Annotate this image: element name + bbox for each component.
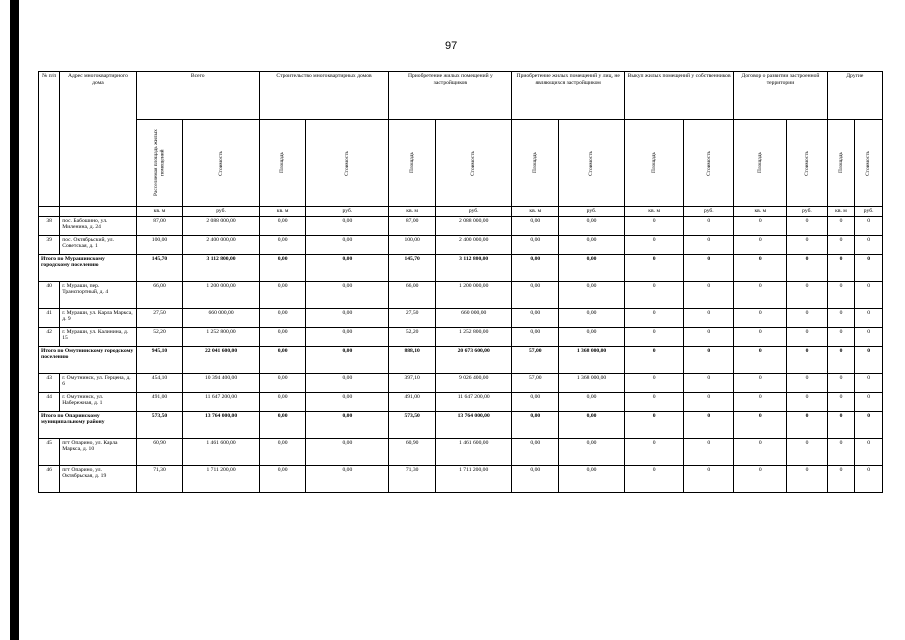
header-sub: Стоимость bbox=[787, 120, 827, 207]
value-cell: 71,30 bbox=[389, 465, 436, 492]
value-cell: 11 647 200,00 bbox=[435, 392, 511, 411]
unit-cell: руб. bbox=[855, 207, 883, 217]
value-cell: 0 bbox=[624, 308, 683, 327]
value-cell: 0 bbox=[624, 346, 683, 373]
row-number: 39 bbox=[39, 235, 60, 254]
scan-edge-bar bbox=[10, 0, 19, 640]
value-cell: 0,00 bbox=[512, 392, 559, 411]
value-cell: 0 bbox=[855, 216, 883, 235]
value-cell: 0,00 bbox=[559, 438, 625, 465]
value-cell: 0 bbox=[855, 392, 883, 411]
value-cell: 1 252 800,00 bbox=[183, 327, 259, 346]
row-number: 44 bbox=[39, 392, 60, 411]
value-cell: 0 bbox=[684, 216, 734, 235]
value-cell: 573,50 bbox=[389, 411, 436, 438]
value-cell: 0 bbox=[827, 308, 855, 327]
value-cell: 0 bbox=[787, 392, 827, 411]
value-cell: 0 bbox=[684, 392, 734, 411]
value-cell: 0 bbox=[684, 465, 734, 492]
row-address: г. Омутнинск, ул. Набережная, д. 1 bbox=[60, 392, 136, 411]
header-group-territory: Договор о развитии застроенной территории bbox=[734, 72, 827, 120]
header-group-non-developers: Приобретение жилых помещений у лиц, не являющихся застройщиком bbox=[512, 72, 625, 120]
value-cell: 0 bbox=[734, 308, 787, 327]
header-row-units bbox=[39, 207, 883, 217]
value-cell: 0,00 bbox=[512, 465, 559, 492]
value-cell: 10 394 400,00 bbox=[183, 373, 259, 392]
unit-cell: руб. bbox=[183, 207, 259, 217]
value-cell: 0 bbox=[787, 411, 827, 438]
header-sub: Стоимость bbox=[183, 120, 259, 207]
value-cell: 0 bbox=[624, 373, 683, 392]
value-cell: 0,00 bbox=[306, 235, 389, 254]
value-cell: 0 bbox=[684, 327, 734, 346]
value-cell: 22 041 600,00 bbox=[183, 346, 259, 373]
value-cell: 888,10 bbox=[389, 346, 436, 373]
value-cell: 145,70 bbox=[389, 254, 436, 281]
value-cell: 0 bbox=[734, 465, 787, 492]
header-sub: Расселяемая площадь жилых помещений bbox=[136, 120, 183, 207]
value-cell: 660 000,00 bbox=[435, 308, 511, 327]
value-cell: 0,00 bbox=[559, 308, 625, 327]
value-cell: 0 bbox=[827, 465, 855, 492]
value-cell: 0 bbox=[787, 235, 827, 254]
header-sub: Стоимость bbox=[306, 120, 389, 207]
table-row bbox=[39, 373, 883, 392]
value-cell: 71,30 bbox=[136, 465, 183, 492]
value-cell: 57,00 bbox=[512, 373, 559, 392]
value-cell: 0 bbox=[855, 465, 883, 492]
value-cell: 27,50 bbox=[389, 308, 436, 327]
value-cell: 100,00 bbox=[136, 235, 183, 254]
value-cell: 945,10 bbox=[136, 346, 183, 373]
value-cell: 145,70 bbox=[136, 254, 183, 281]
row-address: г. Омутнинск, ул. Герцена, д. 6 bbox=[60, 373, 136, 392]
subtotal-label: Итого по Омутнинскому городскому поселению bbox=[39, 346, 137, 373]
value-cell: 0,00 bbox=[559, 411, 625, 438]
page-number: 97 bbox=[445, 40, 458, 52]
unit-cell-empty bbox=[60, 207, 136, 217]
value-cell: 0 bbox=[624, 216, 683, 235]
value-cell: 0,00 bbox=[512, 281, 559, 308]
value-cell: 11 647 200,00 bbox=[183, 392, 259, 411]
value-cell: 0,00 bbox=[259, 254, 306, 281]
value-cell: 0 bbox=[787, 216, 827, 235]
value-cell: 1 368 000,00 bbox=[559, 346, 625, 373]
value-cell: 1 461 600,00 bbox=[183, 438, 259, 465]
value-cell: 0 bbox=[624, 438, 683, 465]
value-cell: 0 bbox=[827, 327, 855, 346]
unit-cell: руб. bbox=[787, 207, 827, 217]
value-cell: 0 bbox=[855, 411, 883, 438]
value-cell: 2 088 000,00 bbox=[183, 216, 259, 235]
value-cell: 0 bbox=[855, 308, 883, 327]
header-sub: Стоимость bbox=[855, 120, 883, 207]
value-cell: 0,00 bbox=[512, 254, 559, 281]
value-cell: 0,00 bbox=[512, 327, 559, 346]
value-cell: 3 112 800,00 bbox=[435, 254, 511, 281]
table-row bbox=[39, 281, 883, 308]
value-cell: 0 bbox=[827, 235, 855, 254]
header-sub: Площадь bbox=[827, 120, 855, 207]
unit-cell: кв. м bbox=[389, 207, 436, 217]
value-cell: 13 764 000,00 bbox=[435, 411, 511, 438]
value-cell: 1 200 000,00 bbox=[183, 281, 259, 308]
value-cell: 2 088 000,00 bbox=[435, 216, 511, 235]
value-cell: 0,00 bbox=[259, 281, 306, 308]
value-cell: 0 bbox=[734, 254, 787, 281]
value-cell: 0,00 bbox=[559, 465, 625, 492]
value-cell: 0 bbox=[827, 254, 855, 281]
value-cell: 0 bbox=[827, 346, 855, 373]
header-row-sub bbox=[39, 120, 883, 207]
header-group-buyout: Выкуп жилых помещений у собственников bbox=[624, 72, 733, 120]
row-address: пос. Октябрьский, ул. Советская, д. 1 bbox=[60, 235, 136, 254]
value-cell: 0,00 bbox=[512, 235, 559, 254]
header-group-total: Всего bbox=[136, 72, 259, 120]
value-cell: 0,00 bbox=[306, 392, 389, 411]
value-cell: 0 bbox=[855, 235, 883, 254]
value-cell: 0 bbox=[855, 281, 883, 308]
value-cell: 573,50 bbox=[136, 411, 183, 438]
table-body bbox=[39, 216, 883, 492]
value-cell: 0,00 bbox=[512, 411, 559, 438]
value-cell: 0 bbox=[787, 308, 827, 327]
value-cell: 66,00 bbox=[389, 281, 436, 308]
row-address: г. Мураши, пер. Транспортный, д. 4 bbox=[60, 281, 136, 308]
value-cell: 52,20 bbox=[136, 327, 183, 346]
value-cell: 0 bbox=[624, 465, 683, 492]
value-cell: 0,00 bbox=[259, 308, 306, 327]
value-cell: 0 bbox=[684, 411, 734, 438]
header-row-groups bbox=[39, 72, 883, 120]
value-cell: 0,00 bbox=[306, 346, 389, 373]
unit-cell: руб. bbox=[559, 207, 625, 217]
table-row bbox=[39, 308, 883, 327]
value-cell: 0,00 bbox=[512, 438, 559, 465]
value-cell: 0 bbox=[734, 411, 787, 438]
value-cell: 0 bbox=[624, 411, 683, 438]
header-sub: Стоимость bbox=[559, 120, 625, 207]
value-cell: 87,00 bbox=[389, 216, 436, 235]
table-row bbox=[39, 235, 883, 254]
value-cell: 0,00 bbox=[306, 281, 389, 308]
value-cell: 0,00 bbox=[259, 373, 306, 392]
row-number: 43 bbox=[39, 373, 60, 392]
unit-cell: руб. bbox=[435, 207, 511, 217]
value-cell: 0,00 bbox=[306, 373, 389, 392]
value-cell: 0 bbox=[855, 346, 883, 373]
header-group-other: Другие bbox=[827, 72, 882, 120]
value-cell: 87,00 bbox=[136, 216, 183, 235]
value-cell: 0,00 bbox=[559, 392, 625, 411]
value-cell: 0 bbox=[734, 373, 787, 392]
value-cell: 0 bbox=[855, 254, 883, 281]
value-cell: 66,00 bbox=[136, 281, 183, 308]
row-number: 41 bbox=[39, 308, 60, 327]
header-sub: Стоимость bbox=[435, 120, 511, 207]
value-cell: 0 bbox=[734, 235, 787, 254]
value-cell: 0 bbox=[734, 392, 787, 411]
row-address: пос. Бабошино, ул. Миленина, д. 24 bbox=[60, 216, 136, 235]
value-cell: 0 bbox=[684, 281, 734, 308]
value-cell: 2 400 000,00 bbox=[435, 235, 511, 254]
value-cell: 0 bbox=[734, 327, 787, 346]
row-address: г. Мураши, ул. Калинина, д. 15 bbox=[60, 327, 136, 346]
subtotal-label: Итого по Опаринскому муниципальному району bbox=[39, 411, 137, 438]
table-row bbox=[39, 392, 883, 411]
value-cell: 0,00 bbox=[306, 327, 389, 346]
unit-cell: руб. bbox=[684, 207, 734, 217]
value-cell: 0 bbox=[734, 216, 787, 235]
value-cell: 0 bbox=[855, 438, 883, 465]
table-row bbox=[39, 465, 883, 492]
value-cell: 454,10 bbox=[136, 373, 183, 392]
row-address: пгт Опарино, ул. Октябрьская, д. 19 bbox=[60, 465, 136, 492]
unit-cell-empty bbox=[39, 207, 60, 217]
header-col-num: № п/п bbox=[39, 72, 60, 207]
header-group-construction: Строительство многоквартирных домов bbox=[259, 72, 389, 120]
subtotal-row bbox=[39, 254, 883, 281]
value-cell: 0,00 bbox=[559, 281, 625, 308]
row-number: 42 bbox=[39, 327, 60, 346]
unit-cell: кв. м bbox=[734, 207, 787, 217]
value-cell: 60,90 bbox=[389, 438, 436, 465]
value-cell: 491,00 bbox=[389, 392, 436, 411]
value-cell: 0,00 bbox=[259, 392, 306, 411]
value-cell: 660 000,00 bbox=[183, 308, 259, 327]
value-cell: 100,00 bbox=[389, 235, 436, 254]
value-cell: 0,00 bbox=[259, 465, 306, 492]
row-number: 45 bbox=[39, 438, 60, 465]
row-address: пгт Опарино, ул. Карла Маркса, д. 10 bbox=[60, 438, 136, 465]
header-sub: Площадь bbox=[259, 120, 306, 207]
value-cell: 0 bbox=[827, 411, 855, 438]
unit-cell: кв. м bbox=[259, 207, 306, 217]
value-cell: 0 bbox=[855, 373, 883, 392]
value-cell: 1 368 000,00 bbox=[559, 373, 625, 392]
subtotal-row bbox=[39, 411, 883, 438]
header-col-address: Адрес многоквартирного дома bbox=[60, 72, 136, 207]
value-cell: 0 bbox=[624, 254, 683, 281]
value-cell: 0,00 bbox=[259, 235, 306, 254]
value-cell: 0 bbox=[787, 281, 827, 308]
value-cell: 0,00 bbox=[306, 308, 389, 327]
value-cell: 57,00 bbox=[512, 346, 559, 373]
value-cell: 0 bbox=[827, 438, 855, 465]
value-cell: 0,00 bbox=[259, 216, 306, 235]
value-cell: 0 bbox=[684, 235, 734, 254]
value-cell: 52,20 bbox=[389, 327, 436, 346]
resettlement-table bbox=[38, 71, 883, 493]
header-sub: Площадь bbox=[512, 120, 559, 207]
table-row bbox=[39, 438, 883, 465]
value-cell: 0 bbox=[734, 281, 787, 308]
value-cell: 0,00 bbox=[559, 235, 625, 254]
value-cell: 0 bbox=[624, 235, 683, 254]
value-cell: 0 bbox=[827, 281, 855, 308]
value-cell: 1 200 000,00 bbox=[435, 281, 511, 308]
value-cell: 0,00 bbox=[306, 438, 389, 465]
value-cell: 0,00 bbox=[512, 216, 559, 235]
value-cell: 0 bbox=[787, 254, 827, 281]
value-cell: 1 461 600,00 bbox=[435, 438, 511, 465]
value-cell: 0 bbox=[787, 346, 827, 373]
unit-cell: кв. м bbox=[827, 207, 855, 217]
table-row bbox=[39, 327, 883, 346]
value-cell: 1 711 200,00 bbox=[435, 465, 511, 492]
value-cell: 0 bbox=[787, 327, 827, 346]
value-cell: 2 400 000,00 bbox=[183, 235, 259, 254]
value-cell: 0,00 bbox=[559, 254, 625, 281]
value-cell: 0,00 bbox=[259, 327, 306, 346]
subtotal-label: Итого по Мурашинскому городскому поселению bbox=[39, 254, 137, 281]
value-cell: 0 bbox=[827, 392, 855, 411]
value-cell: 397,10 bbox=[389, 373, 436, 392]
value-cell: 0,00 bbox=[259, 346, 306, 373]
value-cell: 0,00 bbox=[306, 216, 389, 235]
value-cell: 9 026 400,00 bbox=[435, 373, 511, 392]
unit-cell: кв. м bbox=[512, 207, 559, 217]
value-cell: 0 bbox=[684, 308, 734, 327]
value-cell: 0,00 bbox=[306, 465, 389, 492]
value-cell: 0,00 bbox=[559, 216, 625, 235]
value-cell: 13 764 000,00 bbox=[183, 411, 259, 438]
value-cell: 60,90 bbox=[136, 438, 183, 465]
value-cell: 0,00 bbox=[259, 411, 306, 438]
header-group-developers: Приобретение жилых помещений у застройщиков bbox=[389, 72, 512, 120]
row-number: 40 bbox=[39, 281, 60, 308]
value-cell: 0 bbox=[624, 392, 683, 411]
value-cell: 0 bbox=[624, 327, 683, 346]
value-cell: 0 bbox=[827, 373, 855, 392]
value-cell: 20 673 600,00 bbox=[435, 346, 511, 373]
value-cell: 0 bbox=[787, 373, 827, 392]
value-cell: 0,00 bbox=[559, 327, 625, 346]
row-number: 38 bbox=[39, 216, 60, 235]
value-cell: 0 bbox=[827, 216, 855, 235]
unit-cell: руб. bbox=[306, 207, 389, 217]
row-number: 46 bbox=[39, 465, 60, 492]
value-cell: 0 bbox=[624, 281, 683, 308]
header-sub: Площадь bbox=[389, 120, 436, 207]
unit-cell: кв. м bbox=[624, 207, 683, 217]
value-cell: 0 bbox=[684, 254, 734, 281]
value-cell: 0 bbox=[787, 465, 827, 492]
header-sub: Площадь bbox=[734, 120, 787, 207]
unit-cell: кв. м bbox=[136, 207, 183, 217]
table-row bbox=[39, 216, 883, 235]
value-cell: 0 bbox=[734, 346, 787, 373]
value-cell: 0 bbox=[684, 438, 734, 465]
value-cell: 0,00 bbox=[512, 308, 559, 327]
value-cell: 0 bbox=[855, 327, 883, 346]
value-cell: 1 252 800,00 bbox=[435, 327, 511, 346]
value-cell: 0 bbox=[684, 346, 734, 373]
header-sub: Стоимость bbox=[684, 120, 734, 207]
value-cell: 27,50 bbox=[136, 308, 183, 327]
value-cell: 3 112 800,00 bbox=[183, 254, 259, 281]
value-cell: 0 bbox=[787, 438, 827, 465]
value-cell: 0,00 bbox=[306, 254, 389, 281]
value-cell: 0,00 bbox=[259, 438, 306, 465]
subtotal-row bbox=[39, 346, 883, 373]
value-cell: 1 711 200,00 bbox=[183, 465, 259, 492]
row-address: г. Мураши, ул. Карла Маркса, д. 9 bbox=[60, 308, 136, 327]
value-cell: 0,00 bbox=[306, 411, 389, 438]
value-cell: 0 bbox=[734, 438, 787, 465]
header-sub: Площадь bbox=[624, 120, 683, 207]
value-cell: 491,00 bbox=[136, 392, 183, 411]
value-cell: 0 bbox=[684, 373, 734, 392]
